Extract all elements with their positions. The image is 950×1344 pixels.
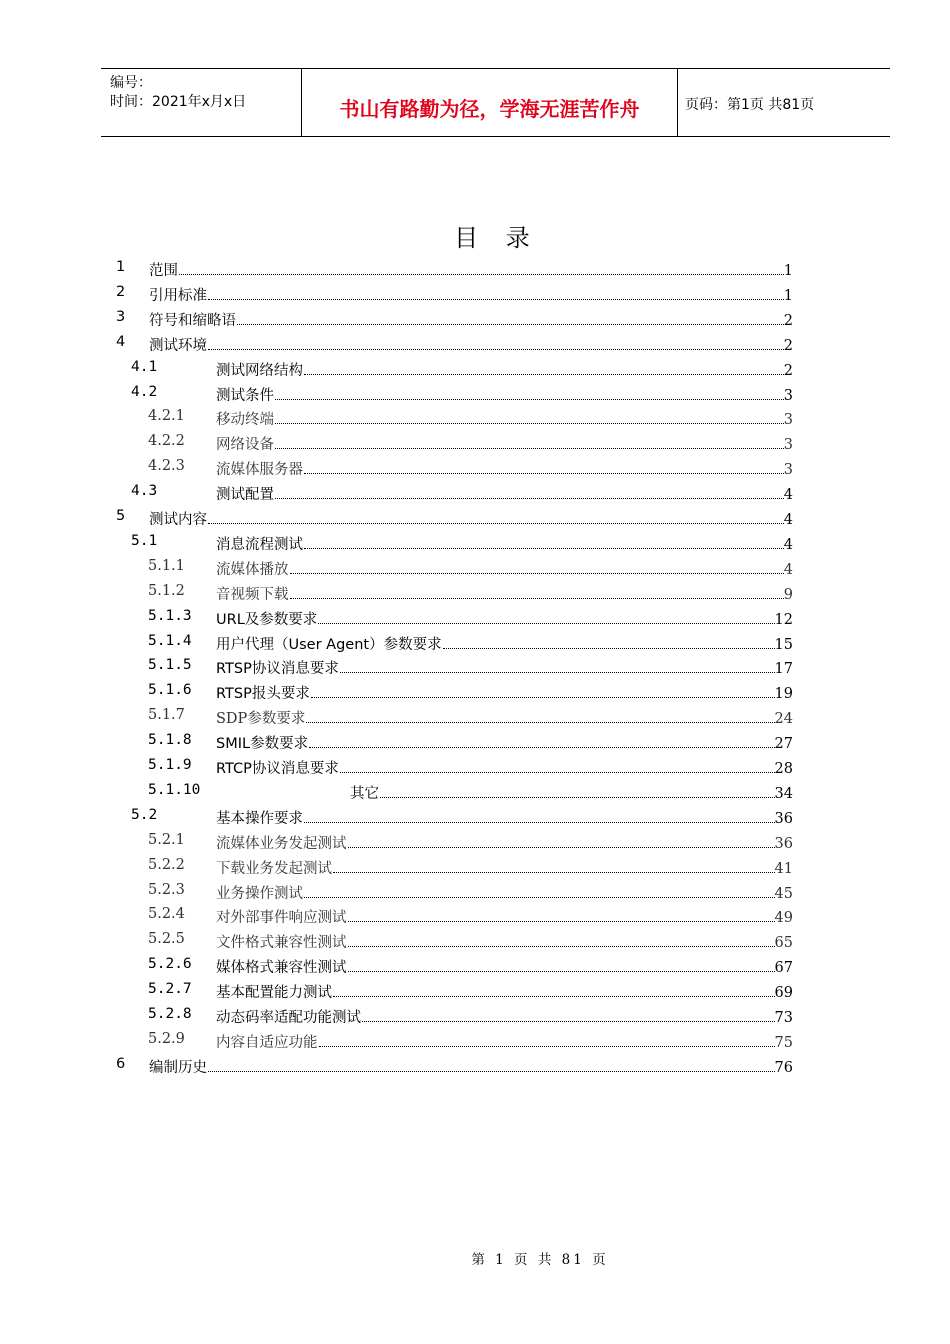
dot-leader — [275, 398, 784, 400]
toc-entry-number: 5.2.3 — [148, 881, 185, 898]
toc-entry-page: 45 — [774, 885, 793, 902]
toc-entry-number: 5.2 — [131, 806, 158, 823]
toc-entry-page: 65 — [774, 935, 793, 952]
toc-entry-number: 5.2.7 — [148, 981, 192, 998]
dot-leader — [318, 622, 774, 624]
toc-entry[interactable] — [0, 954, 950, 978]
toc-entry-number: 5.1.7 — [148, 707, 185, 724]
toc-entry-page: 12 — [774, 611, 793, 628]
toc-entry-page: 36 — [774, 835, 793, 852]
toc-entry-number: 5.1.1 — [148, 557, 185, 574]
toc-entry[interactable] — [0, 531, 950, 555]
header-meta-cell — [101, 69, 301, 136]
toc-entry-page: 1 — [783, 287, 793, 304]
header-page-cell — [677, 69, 890, 136]
dot-leader — [208, 348, 784, 350]
page-code: 页码：第1页 共81页 — [685, 97, 815, 113]
page-footer: 第 1 页 共 81 页 — [471, 1252, 609, 1268]
toc-entry-number: 5.1.2 — [148, 582, 185, 599]
dot-leader — [333, 995, 775, 997]
toc-entry-page: 41 — [774, 860, 793, 877]
toc-entry-number: 4.1 — [131, 358, 158, 375]
toc-entry-title: RTSP报头要求 — [216, 686, 310, 703]
toc-entry-title: 下载业务发起测试 — [216, 860, 332, 877]
toc-entry-page: 4 — [783, 512, 793, 528]
toc-entry-number: 5.1.10 — [148, 781, 201, 798]
toc-entry-page: 75 — [774, 1034, 793, 1051]
dot-leader — [443, 647, 775, 649]
dot-leader — [208, 298, 784, 300]
time-label: 时间：2021年x月x日 — [110, 94, 247, 110]
dot-leader — [362, 1020, 775, 1022]
toc-entry-title: 动态码率适配功能测试 — [216, 1010, 361, 1026]
dot-leader — [179, 273, 784, 275]
toc-entry-page: 15 — [774, 636, 793, 653]
toc-entry-number: 5.2.8 — [148, 1006, 192, 1022]
toc-entry-title: 对外部事件响应测试 — [216, 910, 347, 927]
toc-entry-page: 4 — [783, 561, 793, 578]
toc-entry-title: 其它 — [350, 785, 379, 802]
toc-entry-title: 测试网络结构 — [216, 362, 303, 379]
toc-entry-page: 4 — [783, 487, 793, 504]
toc-entry-page: 19 — [774, 686, 793, 703]
toc-entry-number: 5.1.8 — [148, 732, 192, 749]
toc-entry-number: 5.2.6 — [148, 956, 192, 973]
toc-entry-title: 业务操作测试 — [216, 885, 303, 902]
toc-entry-title: SDP参数要求 — [216, 711, 306, 728]
toc-entry-number: 5.2.1 — [148, 831, 185, 848]
toc-entry[interactable] — [0, 357, 950, 381]
motto-text: 书山有路勤为径，学海无涯苦作舟 — [339, 97, 640, 121]
toc-entry[interactable] — [0, 855, 950, 879]
toc-entry-page: 49 — [774, 910, 793, 927]
toc-entry[interactable] — [0, 406, 950, 430]
toc-entry[interactable] — [0, 929, 950, 953]
dot-leader — [333, 871, 775, 873]
toc-entry-number: 4.2.1 — [148, 408, 185, 425]
dot-leader — [304, 547, 784, 549]
toc-entry[interactable] — [0, 431, 950, 455]
toc-entry[interactable] — [0, 780, 950, 804]
toc-entry-title: 测试配置 — [216, 487, 274, 504]
toc-entry[interactable] — [0, 830, 950, 854]
toc-entry[interactable] — [0, 1054, 950, 1078]
toc-entry-number: 2 — [116, 283, 126, 300]
toc-entry-page: 36 — [774, 810, 793, 827]
toc-entry-page: 4 — [783, 536, 793, 553]
toc-entry-page: 69 — [774, 985, 793, 1002]
toc-entry[interactable] — [0, 880, 950, 904]
dot-leader — [348, 846, 775, 848]
toc-entry-number: 4.3 — [131, 483, 158, 500]
dot-leader — [311, 696, 775, 698]
toc-entry-number: 5.1 — [131, 532, 158, 549]
toc-entry-number: 5.2.5 — [148, 931, 185, 948]
toc-entry-page: 3 — [783, 387, 793, 404]
toc-entry[interactable] — [0, 755, 950, 779]
toc-entry-title: 基本配置能力测试 — [216, 985, 332, 1002]
toc-entry-number: 6 — [116, 1055, 126, 1072]
toc-entry-title: 音视频下载 — [216, 586, 289, 603]
toc-entry-number: 5.1.4 — [148, 632, 192, 649]
dot-leader — [304, 373, 784, 375]
dot-leader — [340, 771, 775, 773]
toc-entry[interactable] — [0, 481, 950, 505]
toc-entry-number: 4.2 — [131, 383, 158, 400]
toc-entry-page: 2 — [783, 312, 793, 329]
toc-entry-title: SMIL参数要求 — [216, 736, 309, 753]
dot-leader — [348, 920, 775, 922]
toc-entry-title: 测试内容 — [149, 512, 207, 528]
toc-entry-page: 67 — [774, 960, 793, 977]
toc-entry-title: 流媒体播放 — [216, 561, 289, 578]
toc-entry-title: URL及参数要求 — [216, 611, 318, 628]
dot-leader — [304, 896, 775, 898]
toc-entry[interactable] — [0, 1029, 950, 1053]
dot-leader — [309, 746, 774, 748]
toc-entry-number: 4 — [116, 333, 126, 350]
toc-entry-page: 9 — [783, 586, 793, 603]
toc-entry[interactable] — [0, 506, 950, 530]
toc-entry-title: 消息流程测试 — [216, 536, 303, 553]
toc-entry-title: 文件格式兼容性测试 — [216, 935, 347, 952]
toc-entry-title: 流媒体服务器 — [216, 462, 303, 479]
toc-entry-title: RTCP协议消息要求 — [216, 761, 339, 777]
dot-leader — [275, 422, 784, 424]
toc-entry-page: 24 — [774, 711, 793, 728]
dot-leader — [380, 796, 775, 798]
toc-entry-page: 3 — [783, 437, 793, 454]
toc-entry-page: 2 — [783, 337, 793, 354]
toc-entry-title: 流媒体业务发起测试 — [216, 835, 347, 852]
toc-entry-page: 34 — [774, 785, 793, 802]
toc-entry-number: 5.2.2 — [148, 856, 185, 873]
toc-entry-title: 内容自适应功能 — [216, 1034, 318, 1051]
dot-leader — [340, 671, 775, 673]
toc-entry-page: 3 — [783, 462, 793, 479]
toc-entry[interactable] — [0, 581, 950, 605]
toc-entry-number: 5.1.9 — [148, 757, 192, 773]
toc-entry-page: 27 — [774, 736, 793, 753]
toc-entry-number: 1 — [116, 259, 126, 275]
toc-entry-number: 5 — [116, 508, 126, 524]
toc-entry-number: 5.1.6 — [148, 682, 192, 699]
toc-entry-title: 移动终端 — [216, 412, 274, 429]
toc-entry[interactable] — [0, 805, 950, 829]
toc-entry[interactable] — [0, 631, 950, 655]
dot-leader — [275, 497, 784, 499]
toc-entry-title: 引用标准 — [149, 287, 207, 304]
toc-entry-number: 4.2.3 — [148, 458, 185, 475]
toc-entry-title: 范围 — [149, 263, 178, 279]
dot-leader — [348, 945, 775, 947]
dot-leader — [348, 970, 775, 972]
dot-leader — [306, 721, 774, 723]
toc-entry-number: 5.1.5 — [148, 657, 192, 674]
toc-entry-title: 符号和缩略语 — [149, 312, 236, 329]
dot-leader — [208, 522, 784, 524]
toc-entry-page: 17 — [774, 661, 793, 678]
toc-entry-page: 76 — [774, 1059, 793, 1076]
page-header — [101, 68, 890, 137]
toc-entry[interactable] — [0, 456, 950, 480]
header-motto-cell — [301, 69, 678, 136]
toc-entry-title: 编制历史 — [149, 1059, 207, 1076]
dot-leader — [275, 447, 784, 449]
dot-leader — [290, 572, 784, 574]
toc-entry[interactable] — [0, 904, 950, 928]
toc-entry[interactable] — [0, 1004, 950, 1028]
toc-entry[interactable] — [0, 705, 950, 729]
toc-entry[interactable] — [0, 556, 950, 580]
dot-leader — [304, 472, 784, 474]
toc-entry-title: RTSP协议消息要求 — [216, 661, 339, 678]
toc-entry-title: 媒体格式兼容性测试 — [216, 960, 347, 977]
toc-entry-title: 基本操作要求 — [216, 810, 303, 827]
toc-entry[interactable] — [0, 257, 950, 281]
toc-entry-number: 5.2.4 — [148, 906, 185, 923]
dot-leader — [208, 1070, 775, 1072]
toc-entry[interactable] — [0, 655, 950, 679]
toc-entry-page: 3 — [783, 412, 793, 429]
toc-entry-page: 28 — [774, 761, 793, 777]
dot-leader — [237, 323, 784, 325]
toc-entry-title: 用户代理（User Agent）参数要求 — [216, 636, 442, 653]
dot-leader — [319, 1045, 775, 1047]
dot-leader — [304, 821, 775, 823]
toc-entry[interactable] — [0, 979, 950, 1003]
toc-entry-page: 73 — [774, 1010, 793, 1026]
toc-entry-number: 5.1.3 — [148, 607, 192, 624]
toc-entry-number: 3 — [116, 308, 126, 325]
toc-entry-page: 1 — [783, 263, 793, 279]
toc-entry[interactable] — [0, 382, 950, 406]
toc-entry-number: 4.2.2 — [148, 433, 185, 450]
toc-entry-number: 5.2.9 — [148, 1030, 185, 1047]
toc-entry[interactable] — [0, 282, 950, 306]
toc-entry[interactable] — [0, 730, 950, 754]
toc-title: 目 录 — [454, 224, 540, 252]
toc-entry[interactable] — [0, 307, 950, 331]
toc-entry[interactable] — [0, 680, 950, 704]
toc-entry-title: 测试条件 — [216, 387, 274, 404]
toc-entry[interactable] — [0, 332, 950, 356]
toc-entry-title: 网络设备 — [216, 437, 274, 454]
toc-entry-title: 测试环境 — [149, 337, 207, 354]
toc-entry[interactable] — [0, 606, 950, 630]
dot-leader — [290, 597, 784, 599]
toc-entry-page: 2 — [783, 362, 793, 379]
number-label: 编号： — [110, 75, 152, 91]
